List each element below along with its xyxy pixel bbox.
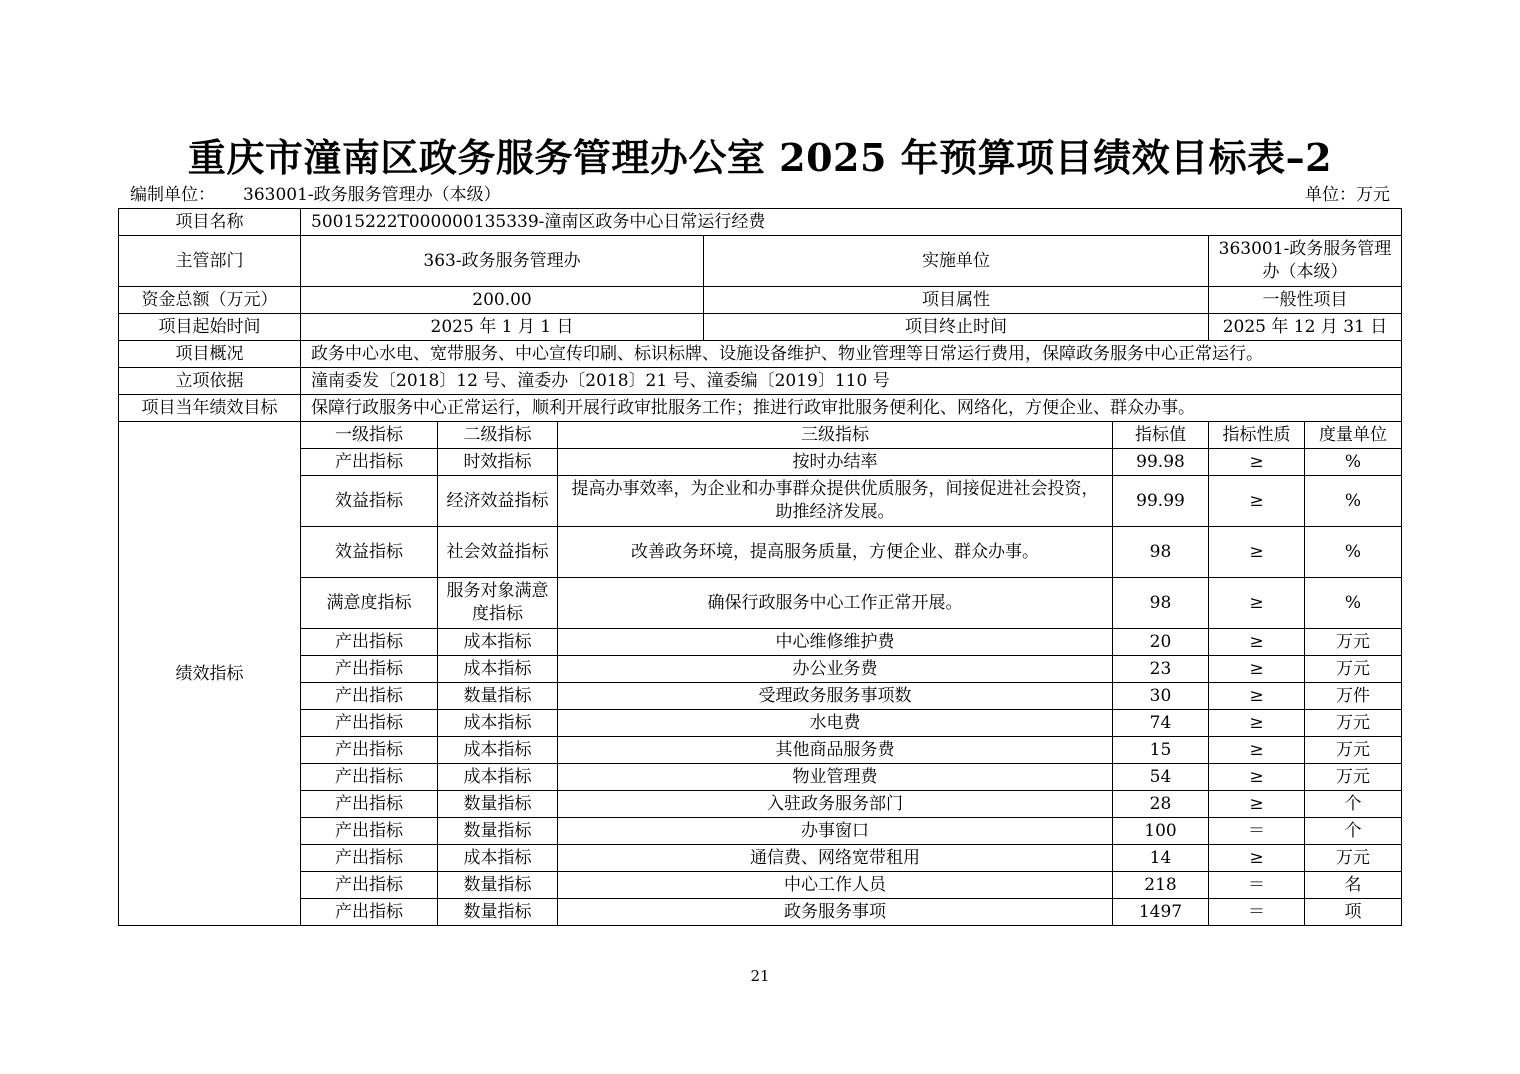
indicator-level1: 效益指标: [301, 527, 438, 578]
indicator-value: 218: [1113, 872, 1209, 899]
indicator-unit: 万元: [1305, 845, 1402, 872]
indicator-nature: ≥: [1209, 737, 1305, 764]
indicator-unit: 项: [1305, 899, 1402, 926]
indicator-nature: ≥: [1209, 845, 1305, 872]
indicator-level3: 政务服务事项: [558, 899, 1113, 926]
end-date-value: 2025 年 12 月 31 日: [1209, 314, 1402, 341]
indicator-level3: 受理政务服务事项数: [558, 683, 1113, 710]
implementing-unit-label: 实施单位: [704, 236, 1209, 287]
indicator-value: 30: [1113, 683, 1209, 710]
indicator-header-row: [119, 422, 1402, 449]
indicator-row: [119, 737, 1402, 764]
indicator-level1: 满意度指标: [301, 578, 438, 629]
indicator-level1: 产出指标: [301, 872, 438, 899]
indicator-value: 28: [1113, 791, 1209, 818]
indicator-level1: 产出指标: [301, 818, 438, 845]
indicator-level3: 其他商品服务费: [558, 737, 1113, 764]
indicator-level1: 产出指标: [301, 683, 438, 710]
indicator-row: [119, 449, 1402, 476]
indicator-nature: ≥: [1209, 764, 1305, 791]
indicator-level3: 办公业务费: [558, 656, 1113, 683]
indicator-level2: 成本指标: [438, 629, 558, 656]
indicator-nature: ＝: [1209, 872, 1305, 899]
indicator-unit: %: [1305, 578, 1402, 629]
implementing-unit-value: 363001-政务服务管理办（本级）: [1209, 236, 1402, 287]
start-date-label: 项目起始时间: [119, 314, 301, 341]
indicator-nature: ＝: [1209, 899, 1305, 926]
indicator-level2: 成本指标: [438, 656, 558, 683]
compiling-unit: [130, 184, 501, 206]
indicator-level2: 成本指标: [438, 845, 558, 872]
indicator-level2: 数量指标: [438, 872, 558, 899]
indicator-row: [119, 764, 1402, 791]
indicator-level1: 产出指标: [301, 737, 438, 764]
row-annual-goal: [119, 395, 1402, 422]
indicator-level2: 成本指标: [438, 737, 558, 764]
page-number: 21: [750, 967, 770, 985]
indicator-level2: 服务对象满意度指标: [438, 578, 558, 629]
indicator-row: [119, 527, 1402, 578]
indicator-unit: 个: [1305, 818, 1402, 845]
row-project-name: [119, 209, 1402, 236]
indicator-level2: 社会效益指标: [438, 527, 558, 578]
annual-goal-value: 保障行政服务中心正常运行，顺利开展行政审批服务工作；推进行政审批服务便利化、网络化，方便企业、群众办事。: [301, 395, 1402, 422]
indicator-level3: 确保行政服务中心工作正常开展。: [558, 578, 1113, 629]
fund-total-value: 200.00: [301, 287, 704, 314]
indicator-level3: 通信费、网络宽带租用: [558, 845, 1113, 872]
page-title: 重庆市潼南区政务服务管理办公室 2025 年预算项目绩效目标表–2: [187, 135, 1333, 180]
project-attribute-label: 项目属性: [704, 287, 1209, 314]
indicator-unit: 万元: [1305, 710, 1402, 737]
indicator-nature: ≥: [1209, 710, 1305, 737]
header-level2: 二级指标: [438, 422, 558, 449]
row-dates: [119, 314, 1402, 341]
indicator-row: [119, 578, 1402, 629]
indicator-level1: 产出指标: [301, 791, 438, 818]
indicator-level2: 数量指标: [438, 791, 558, 818]
header-level1: 一级指标: [301, 422, 438, 449]
indicator-nature: ≥: [1209, 527, 1305, 578]
department-value: 363-政务服务管理办: [301, 236, 704, 287]
indicator-row: [119, 845, 1402, 872]
indicator-row: [119, 629, 1402, 656]
indicator-row: [119, 818, 1402, 845]
indicator-unit: 万件: [1305, 683, 1402, 710]
indicator-nature: ≥: [1209, 791, 1305, 818]
indicator-value: 100: [1113, 818, 1209, 845]
indicator-level3: 改善政务环境，提高服务质量，方便企业、群众办事。: [558, 527, 1113, 578]
row-department: [119, 236, 1402, 287]
indicator-value: 14: [1113, 845, 1209, 872]
indicator-level3: 办事窗口: [558, 818, 1113, 845]
indicator-value: 1497: [1113, 899, 1209, 926]
indicator-level1: 产出指标: [301, 899, 438, 926]
indicator-unit: 万元: [1305, 656, 1402, 683]
indicator-row: [119, 476, 1402, 527]
indicator-level1: 产出指标: [301, 710, 438, 737]
indicator-nature: ＝: [1209, 818, 1305, 845]
indicator-level2: 数量指标: [438, 683, 558, 710]
indicator-row: [119, 656, 1402, 683]
indicator-value: 98: [1113, 527, 1209, 578]
fund-total-label: 资金总额（万元）: [119, 287, 301, 314]
indicator-unit: 万元: [1305, 629, 1402, 656]
indicator-value: 99.98: [1113, 449, 1209, 476]
header-unit: 度量单位: [1305, 422, 1402, 449]
indicator-nature: ≥: [1209, 656, 1305, 683]
overview-value: 政务中心水电、宽带服务、中心宣传印刷、标识标牌、设施设备维护、物业管理等日常运行费用，保障政务服务中心正常运行。: [301, 341, 1402, 368]
compiling-unit-value: 363001-政务服务管理办（本级）: [243, 185, 501, 205]
header-value: 指标值: [1113, 422, 1209, 449]
indicator-level3: 中心维修维护费: [558, 629, 1113, 656]
indicator-unit: %: [1305, 476, 1402, 527]
row-basis: [119, 368, 1402, 395]
indicator-nature: ≥: [1209, 629, 1305, 656]
indicator-nature: ≥: [1209, 683, 1305, 710]
indicator-level1: 效益指标: [301, 476, 438, 527]
indicator-row: [119, 710, 1402, 737]
indicator-unit: %: [1305, 527, 1402, 578]
indicator-unit: 万元: [1305, 737, 1402, 764]
indicator-level3: 中心工作人员: [558, 872, 1113, 899]
annual-goal-label: 项目当年绩效目标: [119, 395, 301, 422]
indicator-level3: 物业管理费: [558, 764, 1113, 791]
indicator-value: 20: [1113, 629, 1209, 656]
indicator-unit: 万元: [1305, 764, 1402, 791]
indicator-row: [119, 791, 1402, 818]
indicator-value: 23: [1113, 656, 1209, 683]
basis-value: 潼南委发〔2018〕12 号、潼委办〔2018〕21 号、潼委编〔2019〕110 号: [301, 368, 1402, 395]
indicator-value: 99.99: [1113, 476, 1209, 527]
indicator-nature: ≥: [1209, 578, 1305, 629]
indicator-level3: 入驻政务服务部门: [558, 791, 1113, 818]
indicator-value: 54: [1113, 764, 1209, 791]
row-overview: [119, 341, 1402, 368]
indicator-nature: ≥: [1209, 476, 1305, 527]
indicator-value: 74: [1113, 710, 1209, 737]
indicator-level2: 数量指标: [438, 899, 558, 926]
indicator-value: 15: [1113, 737, 1209, 764]
header-level3: 三级指标: [558, 422, 1113, 449]
department-label: 主管部门: [119, 236, 301, 287]
compiling-unit-label: 编制单位：: [130, 185, 215, 205]
start-date-value: 2025 年 1 月 1 日: [301, 314, 704, 341]
indicator-value: 98: [1113, 578, 1209, 629]
project-name-value: 50015222T000000135339-潼南区政务中心日常运行经费: [301, 209, 1402, 236]
indicator-row: [119, 872, 1402, 899]
performance-target-table: [118, 208, 1402, 926]
indicator-level1: 产出指标: [301, 764, 438, 791]
indicator-level3: 水电费: [558, 710, 1113, 737]
header-nature: 指标性质: [1209, 422, 1305, 449]
indicator-level1: 产出指标: [301, 629, 438, 656]
indicator-unit: 名: [1305, 872, 1402, 899]
indicator-level1: 产出指标: [301, 656, 438, 683]
indicator-level2: 成本指标: [438, 710, 558, 737]
overview-label: 项目概况: [119, 341, 301, 368]
indicator-row: [119, 899, 1402, 926]
indicator-unit: %: [1305, 449, 1402, 476]
indicator-level2: 时效指标: [438, 449, 558, 476]
indicator-level2: 成本指标: [438, 764, 558, 791]
indicator-level1: 产出指标: [301, 845, 438, 872]
project-attribute-value: 一般性项目: [1209, 287, 1402, 314]
indicator-level3: 提高办事效率，为企业和办事群众提供优质服务，间接促进社会投资，助推经济发展。: [558, 476, 1113, 527]
indicator-unit: 个: [1305, 791, 1402, 818]
end-date-label: 项目终止时间: [704, 314, 1209, 341]
indicator-row: [119, 683, 1402, 710]
basis-label: 立项依据: [119, 368, 301, 395]
currency-unit: 单位：万元: [1305, 185, 1390, 205]
indicator-level1: 产出指标: [301, 449, 438, 476]
indicator-level2: 数量指标: [438, 818, 558, 845]
indicator-nature: ≥: [1209, 449, 1305, 476]
indicator-level3: 按时办结率: [558, 449, 1113, 476]
row-fund: [119, 287, 1402, 314]
indicators-section-label: 绩效指标: [119, 422, 301, 926]
indicator-level2: 经济效益指标: [438, 476, 558, 527]
project-name-label: 项目名称: [119, 209, 301, 236]
